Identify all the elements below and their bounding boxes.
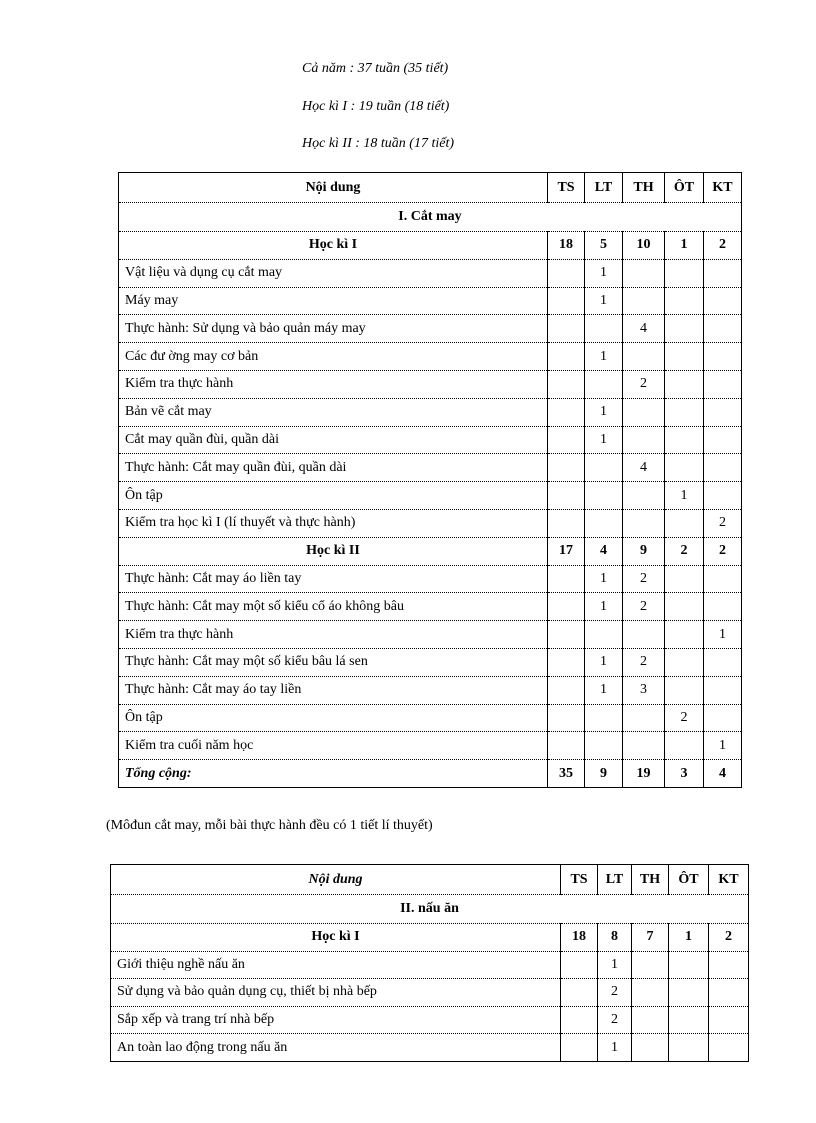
value-kt (704, 426, 742, 454)
value-th (632, 1006, 669, 1034)
value-ts (561, 979, 598, 1007)
value-lt: 9 (585, 760, 623, 788)
value-ts (548, 259, 585, 287)
value-ts: 35 (548, 760, 585, 788)
value-th: 3 (623, 676, 665, 704)
semester-label: Học kì I (111, 924, 561, 952)
lesson-label: Máy may (119, 287, 548, 315)
lesson-label: Kiểm tra cuối năm học (119, 732, 548, 760)
semester-1-summary: Học kì I : 19 tuần (18 tiết) (302, 99, 450, 114)
column-header-content: Nội dung (111, 865, 561, 895)
cooking-curriculum-table (110, 864, 749, 1062)
value-th (623, 287, 665, 315)
value-ts (548, 593, 585, 621)
value-ts (548, 621, 585, 649)
value-lt (585, 482, 623, 510)
value-lt: 1 (585, 259, 623, 287)
lesson-row (119, 482, 742, 510)
value-kt: 2 (704, 537, 742, 565)
lesson-label: Ôn tập (119, 482, 548, 510)
section-title: II. nấu ăn (111, 895, 749, 924)
module-note: (Môđun cắt may, mỗi bài thực hành đều có 1 tiết lí thuyết) (106, 818, 433, 833)
lesson-row (119, 704, 742, 732)
lesson-row (119, 509, 742, 537)
value-ot (665, 454, 704, 482)
lesson-row (119, 343, 742, 371)
lesson-row (119, 315, 742, 343)
value-kt (709, 951, 749, 979)
value-ot: 2 (665, 537, 704, 565)
value-ot (665, 621, 704, 649)
value-lt: 1 (585, 426, 623, 454)
semester-2-summary: Học kì II : 18 tuần (17 tiết) (302, 136, 455, 151)
value-ot (665, 676, 704, 704)
value-th (632, 951, 669, 979)
value-kt (704, 676, 742, 704)
value-ts (548, 676, 585, 704)
value-lt: 2 (598, 1006, 632, 1034)
lesson-label: An toàn lao động trong nấu ăn (111, 1034, 561, 1062)
column-header-ts: TS (548, 173, 585, 203)
total-label: Tổng cộng: (119, 760, 548, 788)
value-ot (665, 287, 704, 315)
value-kt (704, 565, 742, 593)
lesson-label: Giới thiệu nghề nấu ăn (111, 951, 561, 979)
value-ot (665, 343, 704, 371)
semester-label: Học kì II (119, 537, 548, 565)
column-header-th: TH (632, 865, 669, 895)
value-ts (548, 343, 585, 371)
value-ot: 3 (665, 760, 704, 788)
value-th (623, 398, 665, 426)
lesson-label: Thực hành: Cắt may quần đùi, quần dài (119, 454, 548, 482)
lesson-label: Các đư ờng may cơ bản (119, 343, 548, 371)
value-kt (704, 287, 742, 315)
value-ts (548, 565, 585, 593)
lesson-label: Sắp xếp và trang trí nhà bếp (111, 1006, 561, 1034)
value-th: 2 (623, 648, 665, 676)
value-lt: 8 (598, 924, 632, 952)
column-header-lt: LT (585, 173, 623, 203)
value-ot (669, 951, 709, 979)
column-header-ot: ÔT (669, 865, 709, 895)
value-th: 7 (632, 924, 669, 952)
value-th: 2 (623, 593, 665, 621)
value-th (623, 732, 665, 760)
lesson-row (119, 398, 742, 426)
value-ot (665, 593, 704, 621)
year-summary: Cả năm : 37 tuần (35 tiết) (302, 61, 449, 76)
lesson-row (119, 621, 742, 649)
value-lt: 1 (585, 343, 623, 371)
value-ot (665, 398, 704, 426)
value-th (623, 482, 665, 510)
value-kt (704, 454, 742, 482)
lesson-label: Sử dụng và bảo quản dụng cụ, thiết bị nhà bếp (111, 979, 561, 1007)
value-th: 2 (623, 565, 665, 593)
lesson-label: Ôn tập (119, 704, 548, 732)
value-th: 10 (623, 232, 665, 260)
value-kt (704, 648, 742, 676)
value-ts (548, 732, 585, 760)
header-row (111, 865, 749, 895)
value-kt (709, 1034, 749, 1062)
value-ts (561, 1034, 598, 1062)
value-kt: 2 (709, 924, 749, 952)
section-title: I. Cắt may (119, 203, 742, 232)
value-lt: 1 (585, 676, 623, 704)
lesson-row (111, 979, 749, 1007)
value-kt: 1 (704, 621, 742, 649)
value-kt (709, 979, 749, 1007)
lesson-label: Kiểm tra thực hành (119, 370, 548, 398)
total-row (119, 760, 742, 788)
value-th (623, 343, 665, 371)
lesson-label: Thực hành: Cắt may một số kiểu cổ áo không bâu (119, 593, 548, 621)
value-th (623, 704, 665, 732)
value-kt: 2 (704, 232, 742, 260)
value-ot (665, 370, 704, 398)
value-th (623, 259, 665, 287)
value-kt (704, 343, 742, 371)
value-ot (669, 1034, 709, 1062)
value-ot (665, 732, 704, 760)
lesson-row (119, 648, 742, 676)
value-ts (548, 509, 585, 537)
value-ot: 1 (665, 482, 704, 510)
value-lt (585, 732, 623, 760)
value-lt: 1 (585, 648, 623, 676)
value-ts: 18 (561, 924, 598, 952)
value-ot (665, 565, 704, 593)
lesson-row (119, 732, 742, 760)
value-kt (704, 482, 742, 510)
value-ot (669, 979, 709, 1007)
value-lt: 1 (598, 1034, 632, 1062)
value-th: 19 (623, 760, 665, 788)
value-lt: 1 (585, 398, 623, 426)
lesson-row (119, 565, 742, 593)
value-ot (665, 509, 704, 537)
value-kt: 2 (704, 509, 742, 537)
value-th (632, 979, 669, 1007)
value-kt (704, 398, 742, 426)
value-kt (704, 370, 742, 398)
lesson-label: Thực hành: Cắt may áo tay liền (119, 676, 548, 704)
value-lt (585, 704, 623, 732)
value-th: 4 (623, 454, 665, 482)
value-lt (585, 454, 623, 482)
lesson-row (119, 426, 742, 454)
semester-row (119, 537, 742, 565)
value-ts (548, 454, 585, 482)
value-lt (585, 621, 623, 649)
lesson-label: Thực hành: Sử dụng và bảo quản máy may (119, 315, 548, 343)
column-header-kt: KT (709, 865, 749, 895)
value-kt (704, 259, 742, 287)
value-ot: 1 (669, 924, 709, 952)
value-lt: 2 (598, 979, 632, 1007)
value-lt (585, 370, 623, 398)
lesson-row (119, 259, 742, 287)
section-row (111, 895, 749, 924)
value-ot: 1 (665, 232, 704, 260)
semester-label: Học kì I (119, 232, 548, 260)
value-kt (709, 1006, 749, 1034)
lesson-row (111, 1006, 749, 1034)
header-row (119, 173, 742, 203)
value-ts: 18 (548, 232, 585, 260)
value-kt: 1 (704, 732, 742, 760)
value-ts (548, 648, 585, 676)
column-header-th: TH (623, 173, 665, 203)
value-ts (548, 704, 585, 732)
column-header-content: Nội dung (119, 173, 548, 203)
value-ts (561, 1006, 598, 1034)
value-kt (704, 704, 742, 732)
value-ts (548, 426, 585, 454)
semester-row (111, 924, 749, 952)
lesson-label: Bản vẽ cắt may (119, 398, 548, 426)
value-ts: 17 (548, 537, 585, 565)
value-kt: 4 (704, 760, 742, 788)
value-th: 4 (623, 315, 665, 343)
lesson-row (119, 370, 742, 398)
value-ot (665, 426, 704, 454)
value-th (632, 1034, 669, 1062)
value-lt: 1 (585, 593, 623, 621)
lesson-label: Thực hành: Cắt may áo liền tay (119, 565, 548, 593)
lesson-label: Vật liệu và dụng cụ cắt may (119, 259, 548, 287)
value-lt: 5 (585, 232, 623, 260)
lesson-row (119, 287, 742, 315)
lesson-label: Thực hành: Cắt may một số kiểu bâu lá sen (119, 648, 548, 676)
value-kt (704, 593, 742, 621)
lesson-row (119, 676, 742, 704)
lesson-row (119, 593, 742, 621)
value-ts (561, 951, 598, 979)
value-ot: 2 (665, 704, 704, 732)
value-lt (585, 315, 623, 343)
column-header-ot: ÔT (665, 173, 704, 203)
sewing-curriculum-table (118, 172, 742, 788)
column-header-ts: TS (561, 865, 598, 895)
value-th (623, 426, 665, 454)
value-ot (665, 648, 704, 676)
semester-row (119, 232, 742, 260)
lesson-label: Kiểm tra thực hành (119, 621, 548, 649)
value-lt: 1 (585, 287, 623, 315)
value-ot (665, 315, 704, 343)
value-lt: 1 (598, 951, 632, 979)
lesson-row (111, 951, 749, 979)
value-ot (665, 259, 704, 287)
column-header-kt: KT (704, 173, 742, 203)
value-th: 9 (623, 537, 665, 565)
column-header-lt: LT (598, 865, 632, 895)
value-lt: 4 (585, 537, 623, 565)
lesson-row (111, 1034, 749, 1062)
value-ts (548, 398, 585, 426)
value-th: 2 (623, 370, 665, 398)
value-ts (548, 287, 585, 315)
value-kt (704, 315, 742, 343)
value-ts (548, 315, 585, 343)
value-ts (548, 482, 585, 510)
section-row (119, 203, 742, 232)
value-th (623, 621, 665, 649)
value-ot (669, 1006, 709, 1034)
value-th (623, 509, 665, 537)
value-lt: 1 (585, 565, 623, 593)
value-lt (585, 509, 623, 537)
value-ts (548, 370, 585, 398)
lesson-label: Kiểm tra học kì I (lí thuyết và thực hành) (119, 509, 548, 537)
lesson-row (119, 454, 742, 482)
lesson-label: Cắt may quần đùi, quần dài (119, 426, 548, 454)
